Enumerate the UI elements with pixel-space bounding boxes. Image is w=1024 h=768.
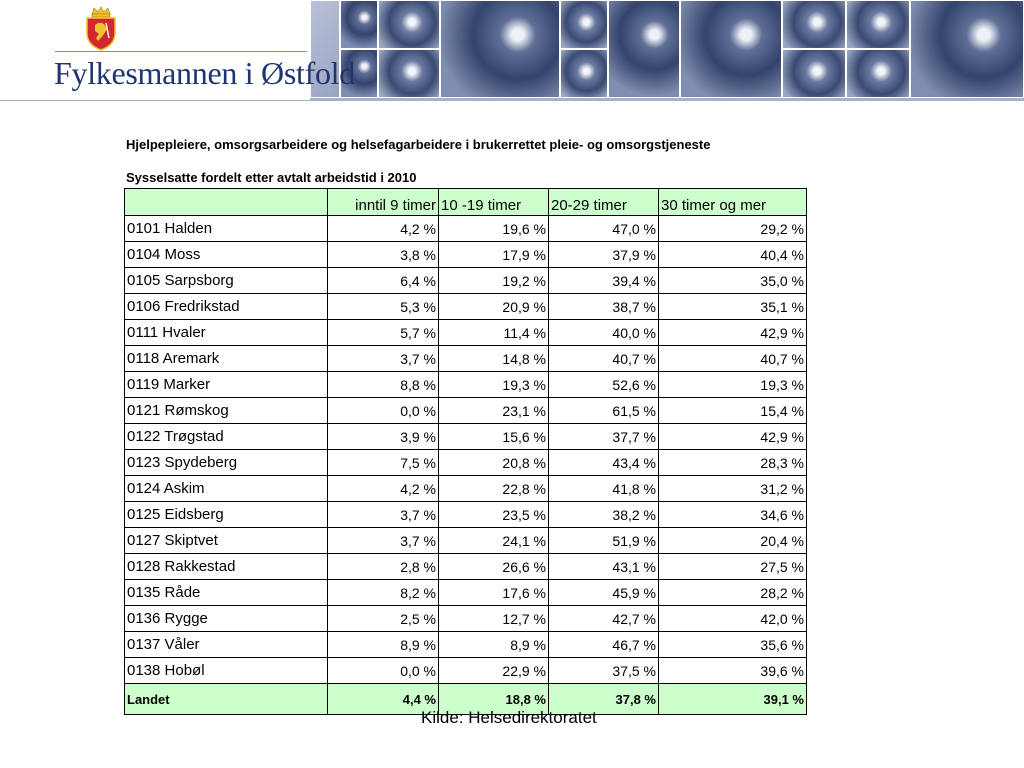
table-title: Hjelpepleiere, omsorgsarbeidere og helsefagarbeidere i brukerrettet pleie- og omsorgstjeneste [126, 137, 711, 152]
logo-text: Fylkesmannen i Østfold [54, 55, 355, 91]
municipality-cell: 0101 Halden [125, 216, 328, 242]
source-note: Kilde: Helsedirektoratet [421, 708, 597, 727]
table-row [125, 632, 807, 658]
percentage-cell: 22,8 % [439, 476, 549, 502]
percentage-cell: 51,9 % [549, 528, 659, 554]
percentage-cell: 3,9 % [328, 424, 439, 450]
table-row [125, 346, 807, 372]
percentage-cell: 40,4 % [659, 242, 807, 268]
percentage-cell: 8,9 % [328, 632, 439, 658]
municipality-cell: 0105 Sarpsborg [125, 268, 328, 294]
percentage-cell: 35,1 % [659, 294, 807, 320]
percentage-cell: 37,5 % [549, 658, 659, 684]
municipality-cell: 0104 Moss [125, 242, 328, 268]
table-row [125, 398, 807, 424]
municipality-cell: 0127 Skiptvet [125, 528, 328, 554]
percentage-cell: 19,3 % [439, 372, 549, 398]
municipality-cell: 0137 Våler [125, 632, 328, 658]
percentage-cell: 46,7 % [549, 632, 659, 658]
percentage-cell: 2,5 % [328, 606, 439, 632]
percentage-cell: 3,8 % [328, 242, 439, 268]
municipality-cell: 0135 Råde [125, 580, 328, 606]
municipality-cell: 0119 Marker [125, 372, 328, 398]
percentage-cell: 7,5 % [328, 450, 439, 476]
municipality-cell: 0138 Hobøl [125, 658, 328, 684]
municipality-cell: 0121 Rømskog [125, 398, 328, 424]
percentage-cell: 4,2 % [328, 476, 439, 502]
percentage-cell: 20,4 % [659, 528, 807, 554]
percentage-cell: 29,2 % [659, 216, 807, 242]
percentage-cell: 5,3 % [328, 294, 439, 320]
percentage-cell: 6,4 % [328, 268, 439, 294]
municipality-cell: 0118 Aremark [125, 346, 328, 372]
table-row [125, 554, 807, 580]
table-row [125, 476, 807, 502]
employment-table [124, 188, 807, 715]
table-row [125, 580, 807, 606]
photo-tile [440, 0, 560, 98]
percentage-cell: 17,9 % [439, 242, 549, 268]
percentage-cell: 4,2 % [328, 216, 439, 242]
percentage-cell: 5,7 % [328, 320, 439, 346]
percentage-cell: 45,9 % [549, 580, 659, 606]
percentage-cell: 0,0 % [328, 658, 439, 684]
table-row [125, 372, 807, 398]
percentage-cell: 35,6 % [659, 632, 807, 658]
column-header: inntil 9 timer [328, 189, 439, 216]
total-cell: 39,1 % [659, 684, 807, 715]
percentage-cell: 35,0 % [659, 268, 807, 294]
percentage-cell: 11,4 % [439, 320, 549, 346]
photo-tile [846, 0, 910, 49]
percentage-cell: 17,6 % [439, 580, 549, 606]
percentage-cell: 38,7 % [549, 294, 659, 320]
column-header: 30 timer og mer [659, 189, 807, 216]
photo-tile [560, 49, 608, 98]
table-header-row [125, 189, 807, 216]
photo-tile [782, 0, 846, 49]
table-row [125, 294, 807, 320]
photo-tile [910, 0, 1024, 98]
municipality-cell: 0136 Rygge [125, 606, 328, 632]
municipality-cell: 0122 Trøgstad [125, 424, 328, 450]
percentage-cell: 38,2 % [549, 502, 659, 528]
percentage-cell: 8,9 % [439, 632, 549, 658]
percentage-cell: 19,6 % [439, 216, 549, 242]
table-row [125, 606, 807, 632]
column-header [125, 189, 328, 216]
percentage-cell: 24,1 % [439, 528, 549, 554]
table-row [125, 320, 807, 346]
percentage-cell: 23,5 % [439, 502, 549, 528]
total-cell: 4,4 % [328, 684, 439, 715]
municipality-cell: 0111 Hvaler [125, 320, 328, 346]
photo-tile [560, 0, 608, 49]
percentage-cell: 23,1 % [439, 398, 549, 424]
table-row [125, 502, 807, 528]
municipality-cell: 0128 Rakkestad [125, 554, 328, 580]
coat-of-arms-icon [82, 5, 120, 51]
table-row [125, 528, 807, 554]
percentage-cell: 40,7 % [659, 346, 807, 372]
percentage-cell: 20,9 % [439, 294, 549, 320]
percentage-cell: 42,7 % [549, 606, 659, 632]
percentage-cell: 3,7 % [328, 346, 439, 372]
percentage-cell: 40,0 % [549, 320, 659, 346]
table-row [125, 216, 807, 242]
photo-tile [846, 49, 910, 98]
table-row [125, 658, 807, 684]
logo-underline [55, 51, 307, 52]
photo-strip [310, 0, 1024, 98]
percentage-cell: 22,9 % [439, 658, 549, 684]
percentage-cell: 39,4 % [549, 268, 659, 294]
percentage-cell: 0,0 % [328, 398, 439, 424]
percentage-cell: 41,8 % [549, 476, 659, 502]
percentage-cell: 15,4 % [659, 398, 807, 424]
percentage-cell: 42,9 % [659, 320, 807, 346]
percentage-cell: 37,7 % [549, 424, 659, 450]
table-row [125, 268, 807, 294]
percentage-cell: 3,7 % [328, 528, 439, 554]
percentage-cell: 28,3 % [659, 450, 807, 476]
municipality-cell: 0124 Askim [125, 476, 328, 502]
column-header: 20-29 timer [549, 189, 659, 216]
table-row [125, 424, 807, 450]
percentage-cell: 2,8 % [328, 554, 439, 580]
percentage-cell: 47,0 % [549, 216, 659, 242]
percentage-cell: 42,0 % [659, 606, 807, 632]
percentage-cell: 34,6 % [659, 502, 807, 528]
total-cell: 37,8 % [549, 684, 659, 715]
percentage-cell: 26,6 % [439, 554, 549, 580]
total-label: Landet [125, 684, 328, 715]
percentage-cell: 15,6 % [439, 424, 549, 450]
total-cell: 18,8 % [439, 684, 549, 715]
table-row [125, 242, 807, 268]
photo-tile [378, 0, 440, 49]
percentage-cell: 8,2 % [328, 580, 439, 606]
table-row [125, 450, 807, 476]
percentage-cell: 42,9 % [659, 424, 807, 450]
photo-tile [680, 0, 782, 98]
percentage-cell: 3,7 % [328, 502, 439, 528]
percentage-cell: 19,3 % [659, 372, 807, 398]
percentage-cell: 31,2 % [659, 476, 807, 502]
table-subtitle: Sysselsatte fordelt etter avtalt arbeidstid i 2010 [126, 170, 417, 185]
percentage-cell: 52,6 % [549, 372, 659, 398]
photo-tile [340, 0, 378, 49]
municipality-cell: 0123 Spydeberg [125, 450, 328, 476]
column-header: 10 -19 timer [439, 189, 549, 216]
percentage-cell: 37,9 % [549, 242, 659, 268]
percentage-cell: 28,2 % [659, 580, 807, 606]
logo [0, 0, 355, 100]
percentage-cell: 12,7 % [439, 606, 549, 632]
percentage-cell: 40,7 % [549, 346, 659, 372]
municipality-cell: 0125 Eidsberg [125, 502, 328, 528]
percentage-cell: 43,1 % [549, 554, 659, 580]
percentage-cell: 14,8 % [439, 346, 549, 372]
percentage-cell: 43,4 % [549, 450, 659, 476]
percentage-cell: 61,5 % [549, 398, 659, 424]
photo-tile [608, 0, 680, 98]
percentage-cell: 27,5 % [659, 554, 807, 580]
percentage-cell: 8,8 % [328, 372, 439, 398]
table-body [125, 216, 807, 684]
photo-tile [782, 49, 846, 98]
municipality-cell: 0106 Fredrikstad [125, 294, 328, 320]
percentage-cell: 19,2 % [439, 268, 549, 294]
percentage-cell: 20,8 % [439, 450, 549, 476]
photo-tile [378, 49, 440, 98]
percentage-cell: 39,6 % [659, 658, 807, 684]
